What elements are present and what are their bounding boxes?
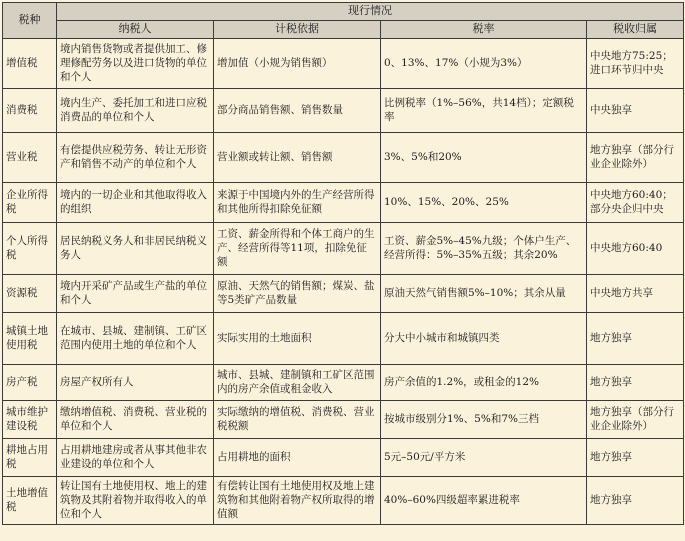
- table-row: [3, 88, 684, 132]
- tax-name: 企业所得税: [3, 182, 57, 222]
- header-current-status: 现行情况: [57, 3, 684, 21]
- taxpayer-cell: 境内销售货物或者提供加工、修理修配劳务以及进口货物的单位和个人: [57, 38, 214, 88]
- tax-name: 房产税: [3, 364, 57, 400]
- taxpayer-cell: 有偿提供应税劳务、转让无形资产和销售不动产的单位和个人: [57, 132, 214, 182]
- belonging-cell: 地方独享（部分行业企业除外）: [587, 132, 684, 182]
- taxpayer-cell: 境内生产、委托加工和进口应税消费品的单位和个人: [57, 88, 214, 132]
- tax-name: 土地增值税: [3, 476, 57, 524]
- tax-name: 个人所得税: [3, 222, 57, 274]
- header-rate: 税率: [381, 20, 587, 38]
- basis-cell: 来源于中国境内外的生产经营所得和其他所得扣除免征额: [214, 182, 381, 222]
- tax-name: 城市维护建设税: [3, 400, 57, 438]
- taxpayer-cell: 居民纳税义务人和非居民纳税义务人: [57, 222, 214, 274]
- tax-name: 营业税: [3, 132, 57, 182]
- belonging-cell: 中央地方共享: [587, 274, 684, 312]
- tax-name: 城镇土地使用税: [3, 312, 57, 364]
- belonging-cell: 地方独享: [587, 312, 684, 364]
- table-row: [3, 364, 684, 400]
- taxpayer-cell: 缴纳增值税、消费税、营业税的单位和个人: [57, 400, 214, 438]
- table-row: [3, 400, 684, 438]
- rate-cell: 分大中小城市和城镇四类: [381, 312, 587, 364]
- header-taxpayer: 纳税人: [57, 20, 214, 38]
- rate-cell: 5元–50元/平方米: [381, 438, 587, 476]
- rate-cell: 比例税率（1%–56%，共14档）；定额税率: [381, 88, 587, 132]
- rate-cell: 原油天然气销售额5%–10%；其余从量: [381, 274, 587, 312]
- basis-cell: 实际缴纳的增值税、消费税、营业税税额: [214, 400, 381, 438]
- tax-name: 资源税: [3, 274, 57, 312]
- basis-cell: 实际实用的土地面积: [214, 312, 381, 364]
- header-basis: 计税依据: [214, 20, 381, 38]
- header-belonging: 税收归属: [587, 20, 684, 38]
- rate-cell: 工资、薪金5%–45%九级；个体户生产、经营所得：5%–35%五级；其余20%: [381, 222, 587, 274]
- belonging-cell: 中央地方60:40；部分央企归中央: [587, 182, 684, 222]
- basis-cell: 部分商品销售额、销售数量: [214, 88, 381, 132]
- rate-cell: 3%、5%和20%: [381, 132, 587, 182]
- table-row: [3, 274, 684, 312]
- taxpayer-cell: 转让国有土地使用权、地上的建筑物及其附着物并取得收入的单位和个人: [57, 476, 214, 524]
- basis-cell: 增加值（小规为销售额）: [214, 38, 381, 88]
- belonging-cell: 中央独享: [587, 88, 684, 132]
- tax-name: 消费税: [3, 88, 57, 132]
- basis-cell: 原油、天然气的销售额；煤炭、盐等5类矿产品数量: [214, 274, 381, 312]
- table-row: [3, 312, 684, 364]
- tax-name: 耕地占用税: [3, 438, 57, 476]
- taxpayer-cell: 在城市、县城、建制镇、工矿区范围内使用土地的单位和个人: [57, 312, 214, 364]
- rate-cell: 10%、15%、20%、25%: [381, 182, 587, 222]
- taxpayer-cell: 境内的一切企业和其他取得收入的组织: [57, 182, 214, 222]
- taxpayer-cell: 房屋产权所有人: [57, 364, 214, 400]
- belonging-cell: 中央地方75:25；进口环节归中央: [587, 38, 684, 88]
- tax-table: [2, 2, 684, 525]
- table-row: [3, 132, 684, 182]
- header-tax-type: 税种: [3, 3, 57, 39]
- belonging-cell: 地方独享（部分行业企业除外）: [587, 400, 684, 438]
- rate-cell: 40%–60%四级超率累进税率: [381, 476, 587, 524]
- table-row: [3, 222, 684, 274]
- basis-cell: 占用耕地的面积: [214, 438, 381, 476]
- table-row: [3, 38, 684, 88]
- basis-cell: 工资、薪金所得和个体工商户的生产、经营所得等11项，扣除免征额: [214, 222, 381, 274]
- belonging-cell: 地方独享: [587, 438, 684, 476]
- rate-cell: 按城市级别分1%、5%和7%三档: [381, 400, 587, 438]
- taxpayer-cell: 境内开采矿产品或生产盐的单位和个人: [57, 274, 214, 312]
- belonging-cell: 中央地方60:40: [587, 222, 684, 274]
- table-row: [3, 438, 684, 476]
- rate-cell: 房产余值的1.2%，或租金的12%: [381, 364, 587, 400]
- table-row: [3, 476, 684, 524]
- basis-cell: 有偿转让国有土地使用权及地上建筑物和其他附着物产权所取得的增值额: [214, 476, 381, 524]
- basis-cell: 城市、县城、建制镇和工矿区范围内的房产余值或租金收入: [214, 364, 381, 400]
- basis-cell: 营业额或转让额、销售额: [214, 132, 381, 182]
- belonging-cell: 地方独享: [587, 364, 684, 400]
- table-row: [3, 182, 684, 222]
- tax-name: 增值税: [3, 38, 57, 88]
- belonging-cell: 地方独享: [587, 476, 684, 524]
- taxpayer-cell: 占用耕地建房或者从事其他非农业建设的单位和个人: [57, 438, 214, 476]
- rate-cell: 0、13%、17%（小规为3%）: [381, 38, 587, 88]
